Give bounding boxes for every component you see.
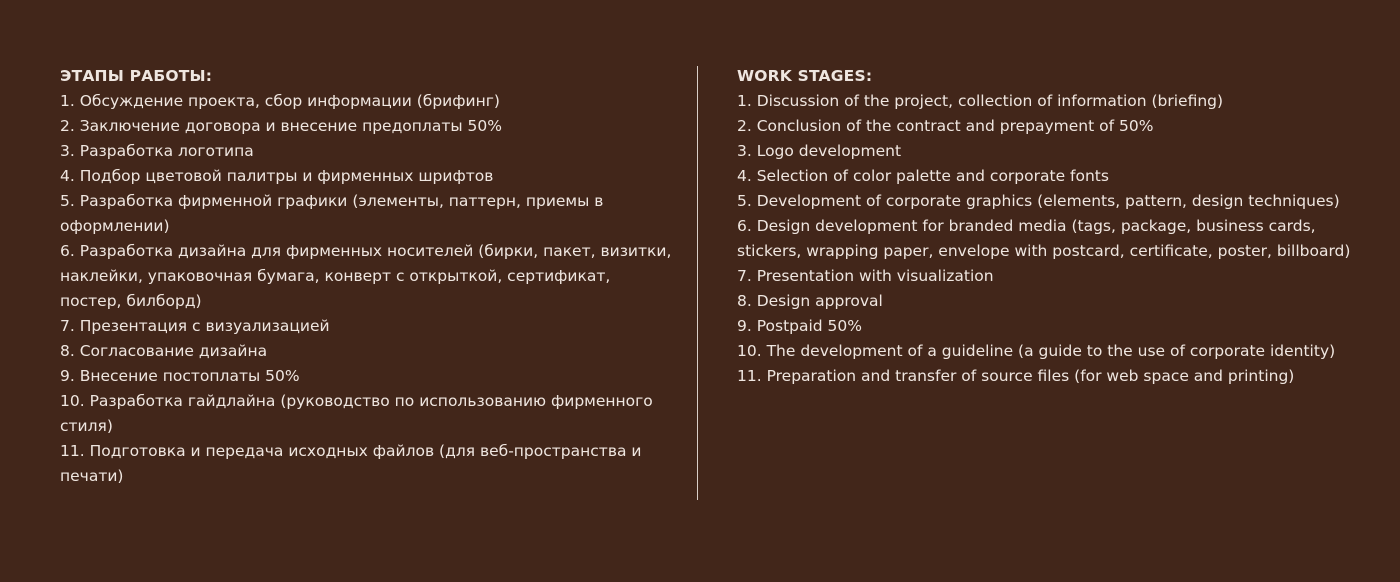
stage-item: 9. Внесение постоплаты 50% — [60, 367, 300, 385]
stage-item: 2. Conclusion of the contract and prepayment of 50% — [737, 117, 1154, 135]
stage-item: 4. Selection of color palette and corporate fonts — [737, 167, 1109, 185]
stage-item: 9. Postpaid 50% — [737, 317, 863, 335]
column-divider — [697, 66, 698, 500]
stages-heading-russian: ЭТАПЫ РАБОТЫ: — [60, 67, 213, 85]
stages-column-russian — [60, 64, 675, 489]
stages-heading-english: WORK STAGES: — [737, 67, 873, 85]
stage-item: 1. Discussion of the project, collection of information (briefing) — [737, 92, 1224, 110]
stage-item: 1. Обсуждение проекта, сбор информации (брифинг) — [60, 92, 500, 110]
stage-item: 3. Разработка логотипа — [60, 142, 254, 160]
stages-column-english — [737, 64, 1357, 389]
stage-item: 3. Logo development — [737, 142, 902, 160]
stage-item: 7. Презентация с визуализацией — [60, 317, 330, 335]
stage-item: 11. Подготовка и передача исходных файлов (для веб-пространства и печати) — [60, 442, 642, 485]
stage-item: 11. Preparation and transfer of source files (for web space and printing) — [737, 367, 1295, 385]
stage-item: 5. Разработка фирменной графики (элементы, паттерн, приемы в оформлении) — [60, 192, 604, 235]
stage-item: 4. Подбор цветовой палитры и фирменных шрифтов — [60, 167, 494, 185]
stage-item: 8. Design approval — [737, 292, 883, 310]
stage-item: 5. Development of corporate graphics (elements, pattern, design techniques) — [737, 192, 1340, 210]
stage-item: 2. Заключение договора и внесение предоплаты 50% — [60, 117, 502, 135]
stages-list-english — [737, 89, 1357, 389]
stage-item: 8. Согласование дизайна — [60, 342, 268, 360]
stage-item: 10. The development of a guideline (a guide to the use of corporate identity) — [737, 342, 1336, 360]
stages-list-russian — [60, 89, 675, 489]
stage-item: 6. Design development for branded media (tags, package, business cards, stickers, wrapping paper, envelope with postcard, certificate, poster, billboard) — [737, 217, 1351, 260]
stage-item: 6. Разработка дизайна для фирменных носителей (бирки, пакет, визитки, наклейки, упаковочная бумага, конверт с открыткой, сертификат, постер, билборд) — [60, 242, 672, 310]
stage-item: 10. Разработка гайдлайна (руководство по использованию фирменного стиля) — [60, 392, 653, 435]
stage-item: 7. Presentation with visualization — [737, 267, 994, 285]
